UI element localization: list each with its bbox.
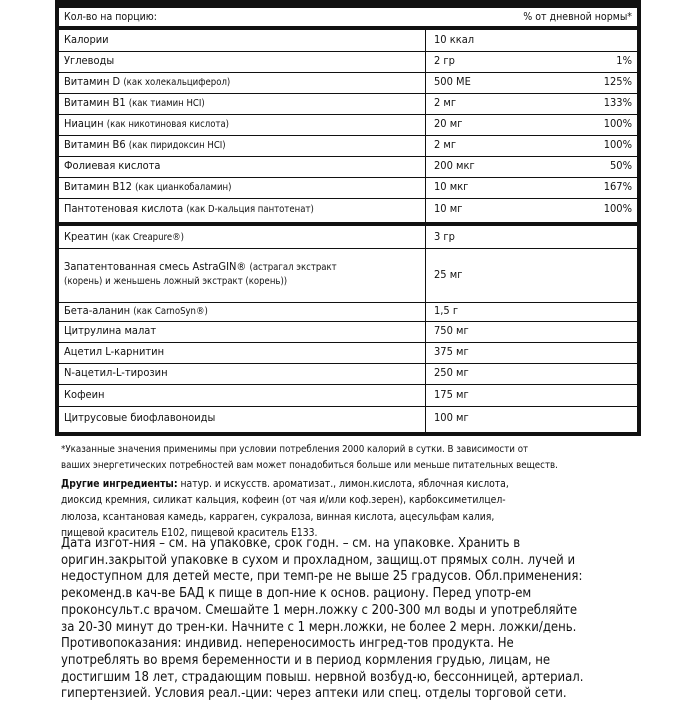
nutrient-percent: 125% xyxy=(603,75,632,88)
table-row xyxy=(59,302,637,322)
nutrient-name: Углеводы xyxy=(64,54,115,67)
nutrient-amount: 200 мкг xyxy=(434,159,475,172)
nutrient-name: Пантотеновая кислота (как D-кальция пантотенат) xyxy=(64,202,314,215)
nutrient-name: Витамин В1 (как тиамин HCI) xyxy=(64,96,205,109)
table-row xyxy=(59,248,637,303)
nutrient-percent: 1% xyxy=(616,54,632,67)
footnote-line: *Указанные значения применимы при условии потребления 2000 калорий в сутки. В зависимости от xyxy=(61,444,529,455)
table-header xyxy=(59,8,637,26)
text-line: достигшим 18 лет, страдающим повыш. нервной возбуд-ю, бессонницей, артериал. xyxy=(61,669,584,685)
nutrient-name: Витамин В12 (как цианкобаламин) xyxy=(64,180,232,193)
nutrient-amount: 20 мг xyxy=(434,117,463,130)
nutrient-amount: 250 мг xyxy=(434,366,469,379)
nutrient-name: Витамин В6 (как пиридоксин HCI) xyxy=(64,138,226,151)
text-line: оригин.закрытой упаковке в сухом и прохладном, защищ.от прямых солн. лучей и xyxy=(61,552,576,568)
ingredients-text: пищевой краситель Е102, пищевой краситель Е133. xyxy=(61,526,318,539)
footnote xyxy=(61,442,646,474)
nutrient-amount: 500 МЕ xyxy=(434,75,471,88)
nutrient-amount: 1,5 г xyxy=(434,304,459,317)
nutrient-amount: 10 ккал xyxy=(434,33,475,46)
text-line: за 20-30 минут до трен-ки. Начните с 1 мерн.ложки, не более 2 мерн. ложки/день. xyxy=(61,619,577,635)
table-row xyxy=(59,321,637,343)
table-row xyxy=(59,198,637,222)
nutrient-percent: 50% xyxy=(610,159,632,172)
table-row xyxy=(59,30,637,52)
other-ingredients xyxy=(61,476,646,541)
table-row xyxy=(59,406,637,432)
serving-label: Кол-во на порцию: xyxy=(64,11,157,23)
nutrient-amount: 10 мг xyxy=(434,202,463,215)
ingredients-text: диоксид кремния, силикат кальция, кофеин (от чая и/или коф.зерен), карбоксиметилцел- xyxy=(61,494,506,507)
nutrient-percent: 100% xyxy=(603,117,632,130)
footnote-line: ваших энергетических потребностей вам может понадобиться больше или меньше питательных веществ. xyxy=(61,460,558,471)
nutrient-name: Ниацин (как никотиновая кислота) xyxy=(64,117,230,130)
instructions-text xyxy=(61,536,646,703)
nutrient-name: Цитрулина малат xyxy=(64,324,157,337)
table-row xyxy=(59,135,637,157)
nutrient-name: Креатин (как Creapure®) xyxy=(64,230,184,243)
table-row xyxy=(59,226,637,249)
column-divider xyxy=(425,226,426,432)
text-line: рекоменд.в кач-ве БАД к пище в доп-ние к основ. рациону. Перед употр-ем xyxy=(61,586,532,602)
nutrient-name: Ацетил L-карнитин xyxy=(64,345,165,358)
nutrient-amount: 3 гр xyxy=(434,230,455,243)
table-row xyxy=(59,177,637,199)
nutrient-amount: 2 мг xyxy=(434,96,457,109)
nutrient-percent: 133% xyxy=(603,96,632,109)
text-line: Противопоказания: индивид. непереносимость ингред-тов продукта. Не xyxy=(61,636,514,652)
ingredients-text: люлоза, ксантановая камедь, карраген, сукралоза, винная кислота, ацесульфам калия, xyxy=(61,510,495,523)
nutrient-name: Кофеин xyxy=(64,388,105,401)
nutrient-percent: 100% xyxy=(603,202,632,215)
table-row xyxy=(59,51,637,73)
nutrient-name: Фолиевая кислота xyxy=(64,159,161,172)
text-line: недоступном для детей месте, при темп-ре не выше 25 градусов. Обл.применения: xyxy=(61,569,583,585)
nutrient-amount: 175 мг xyxy=(434,388,469,401)
nutrient-name-continued: (корень) и женьшень ложный экстракт (корень)) xyxy=(64,276,288,287)
nutrient-amount: 2 мг xyxy=(434,138,457,151)
nutrient-amount: 25 мг xyxy=(434,268,463,281)
table-row xyxy=(59,93,637,115)
nutrient-name: N-ацетил-L-тирозин xyxy=(64,366,168,379)
text-line: употреблять во время беременности и в период кормления грудью, лицам, не xyxy=(61,652,551,668)
table-row xyxy=(59,156,637,178)
nutrient-amount: 100 мг xyxy=(434,411,469,424)
nutrient-name: Витамин D (как холекальциферол) xyxy=(64,75,231,88)
nutrient-name: Цитрусовые биофлавоноиды xyxy=(64,411,216,424)
table-row xyxy=(59,384,637,407)
nutrient-percent: 100% xyxy=(603,138,632,151)
top-bar xyxy=(59,0,637,8)
nutrition-facts-panel xyxy=(55,0,641,436)
nutrient-percent: 167% xyxy=(603,180,632,193)
table-row xyxy=(59,363,637,385)
column-divider xyxy=(425,30,426,222)
table-row xyxy=(59,342,637,364)
nutrient-name: Калории xyxy=(64,33,109,46)
text-line: проконсульт.с врачом. Смешайте 1 мерн.ложку с 200-300 мл воды и употребляйте xyxy=(61,602,578,618)
nutrient-amount: 375 мг xyxy=(434,345,469,358)
ingredients-text: натур. и искусств. ароматизат., лимон.кислота, яблочная кислота, xyxy=(177,478,509,490)
ingredients-label: Другие ингредиенты: xyxy=(61,478,178,490)
table-row xyxy=(59,114,637,136)
table-row xyxy=(59,72,637,94)
text-line: гипертензией. Условия реал.-ции: через аптеки или спец. отделы торговой сети. xyxy=(61,686,567,702)
nutrient-name: Запатентованная смесь AstraGIN® (астрагал экстракт xyxy=(64,260,337,273)
daily-value-label: % от дневной нормы* xyxy=(523,11,632,23)
nutrient-amount: 10 мкг xyxy=(434,180,469,193)
text-line: Дата изгот-ния – см. на упаковке, срок годн. – см. на упаковке. Хранить в xyxy=(61,536,521,551)
nutrient-amount: 2 гр xyxy=(434,54,455,67)
nutrient-amount: 750 мг xyxy=(434,324,469,337)
nutrient-name: Бета-аланин (как CarnoSyn®) xyxy=(64,304,208,317)
